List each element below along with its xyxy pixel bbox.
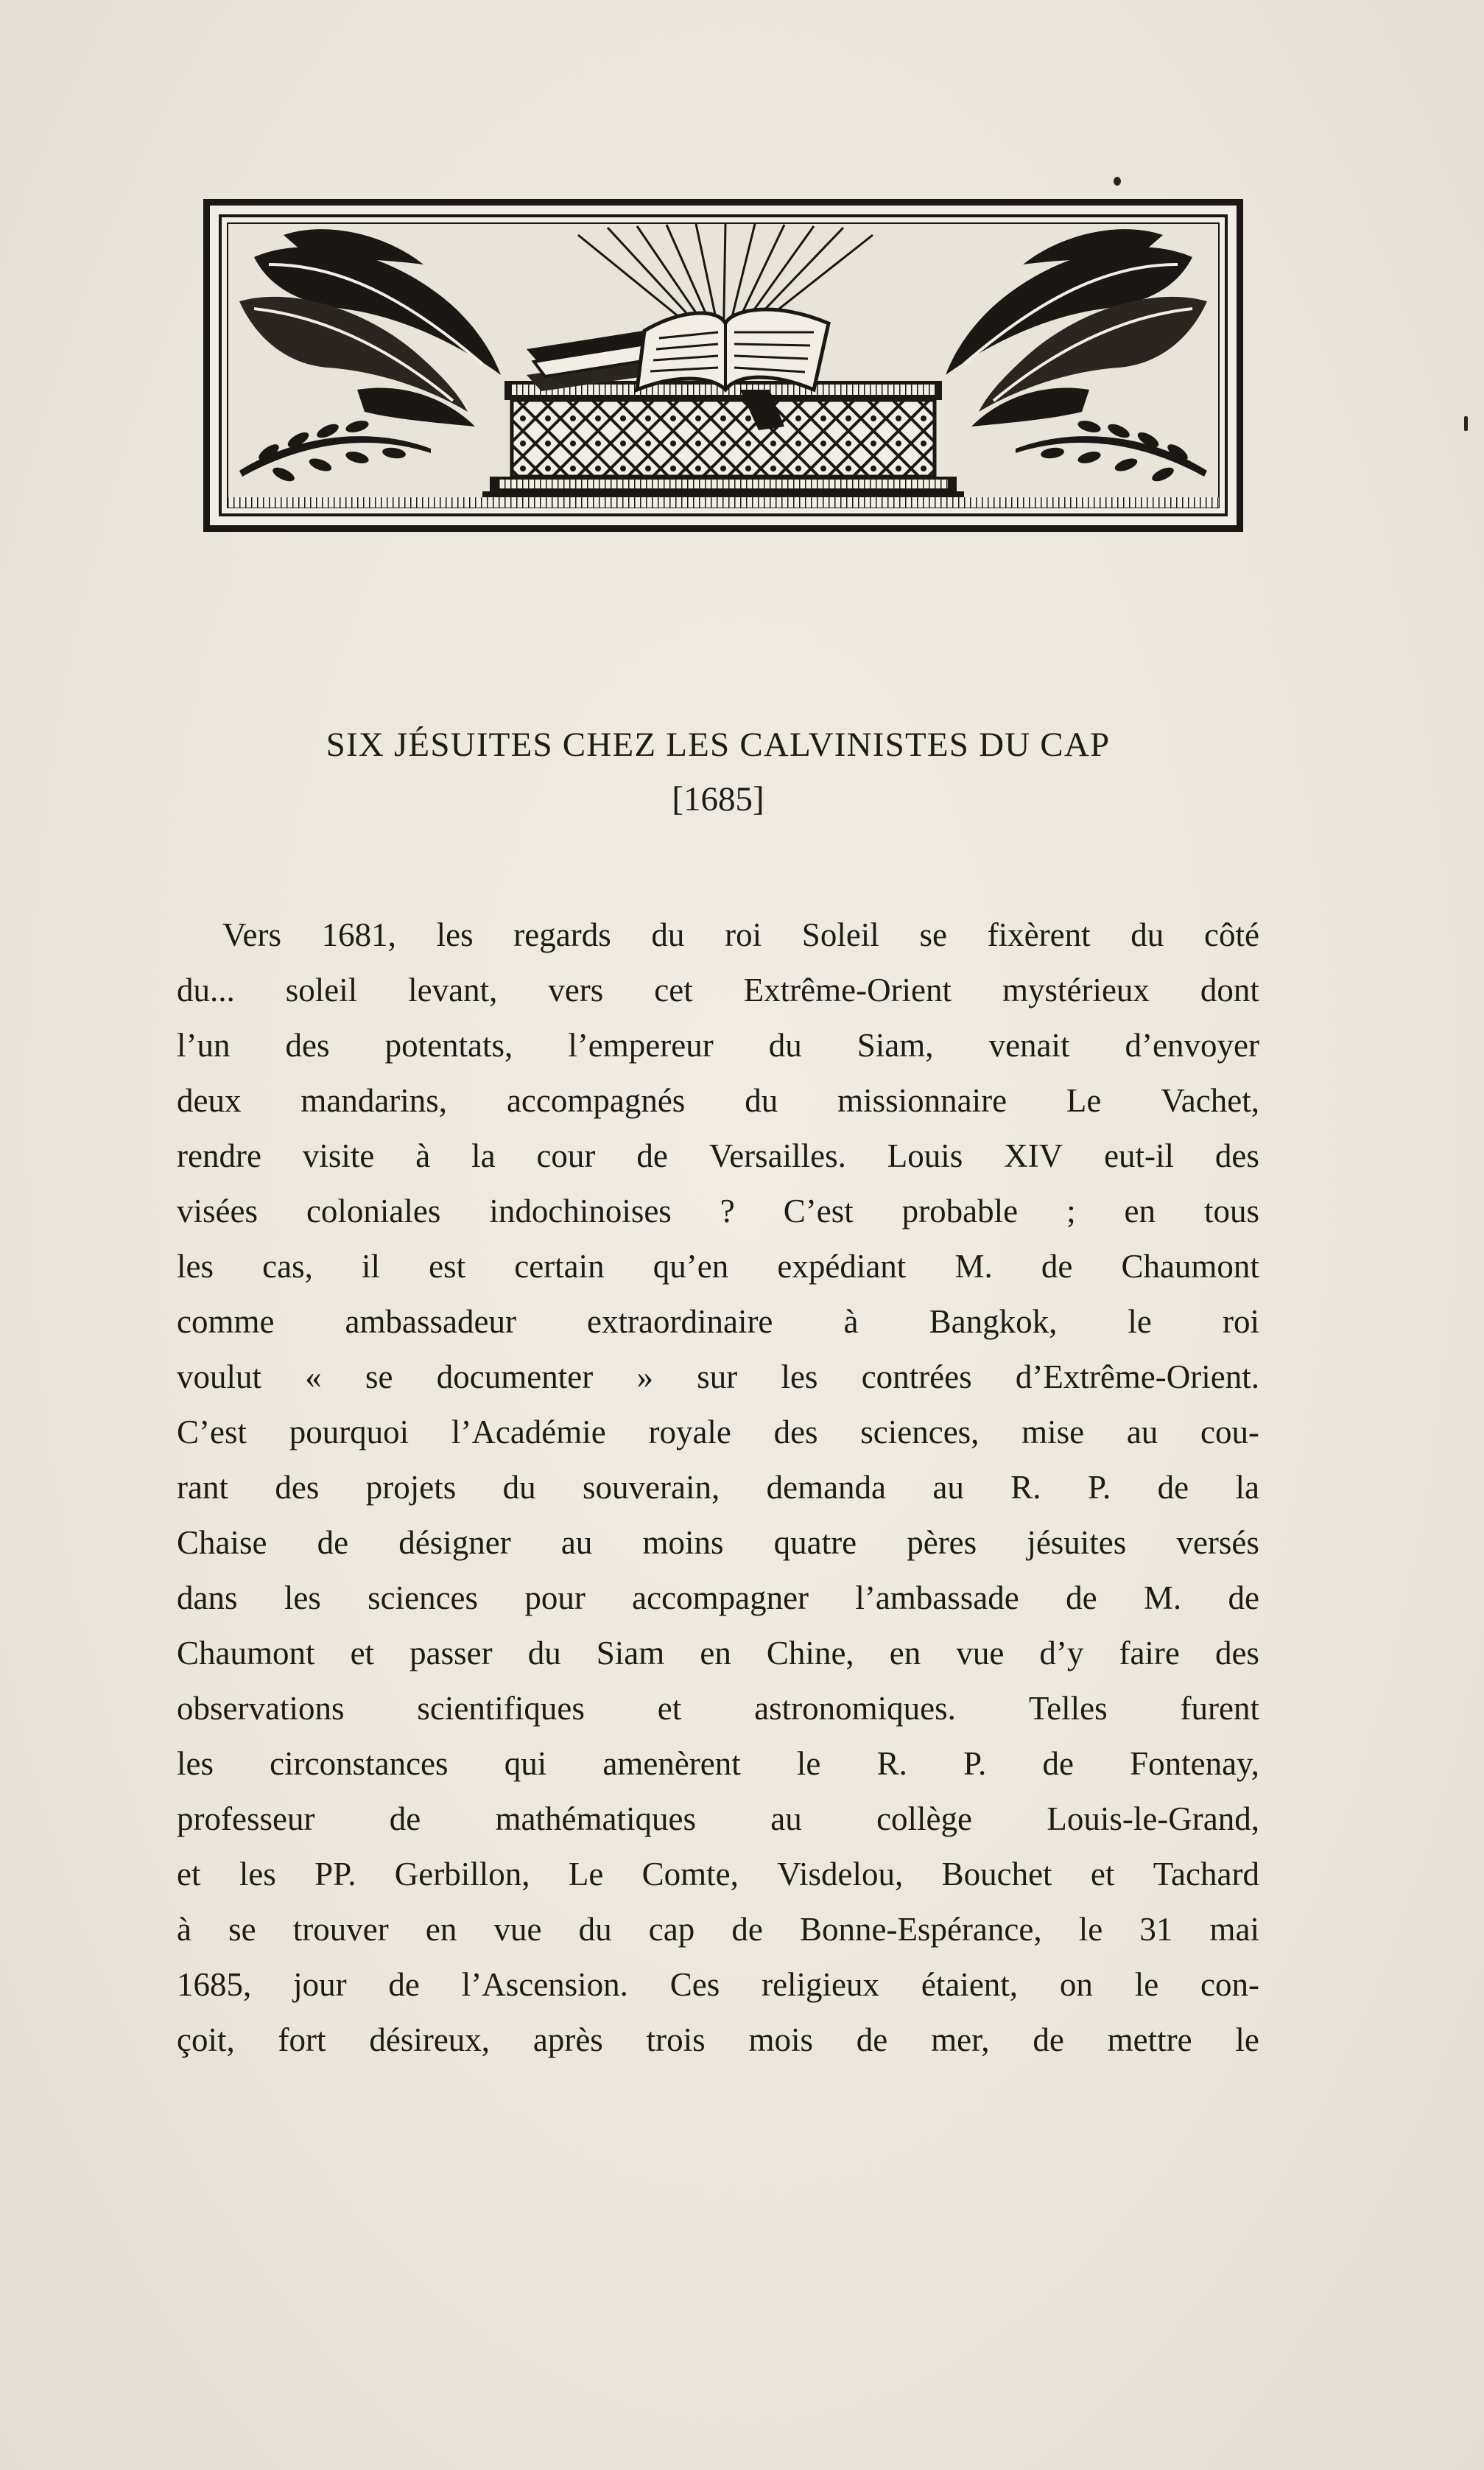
word: il: [361, 1248, 380, 1285]
word: R.: [876, 1745, 907, 1782]
word: accompagnés: [506, 1082, 686, 1119]
word: de: [1041, 1248, 1073, 1285]
word: désigner: [398, 1524, 511, 1561]
word: Extrême-Orient: [743, 972, 952, 1008]
word: deux: [177, 1082, 242, 1119]
word: les: [177, 1248, 214, 1285]
word: C’est: [783, 1193, 854, 1229]
word: des: [275, 1469, 320, 1506]
word: 1685,: [177, 1966, 252, 2003]
word: l’ambassade: [855, 1579, 1019, 1616]
word: le: [1134, 1966, 1159, 2003]
word: M.: [1143, 1579, 1182, 1616]
word: de: [389, 1800, 421, 1837]
paragraph-line: [177, 1902, 1259, 1957]
paragraph-line: [177, 1350, 1259, 1405]
word: se: [365, 1358, 393, 1395]
word: et: [350, 1635, 375, 1671]
word: Fontenay,: [1130, 1745, 1259, 1782]
paragraph-line: [177, 1681, 1259, 1736]
word: trois: [646, 2021, 706, 2058]
word: trouver: [292, 1911, 389, 1948]
word: rendre: [177, 1137, 261, 1174]
word: furent: [1180, 1690, 1259, 1727]
word: amenèrent: [602, 1745, 741, 1782]
word: probable: [901, 1193, 1019, 1229]
word: côté: [1203, 916, 1259, 953]
word: qu’en: [653, 1248, 729, 1285]
word: passer: [409, 1635, 493, 1671]
word: contrées: [861, 1358, 972, 1395]
word: circonstances: [270, 1745, 449, 1782]
word: XIV: [1004, 1137, 1063, 1174]
word: en: [425, 1911, 457, 1948]
word: »: [636, 1358, 653, 1395]
word: eut-il: [1104, 1137, 1175, 1174]
word: projets: [365, 1469, 457, 1506]
word: le: [796, 1745, 821, 1782]
word: qui: [504, 1745, 547, 1782]
word: roi: [725, 916, 762, 953]
word: expédiant: [777, 1248, 907, 1285]
word: Le: [1066, 1082, 1102, 1119]
word: les: [284, 1579, 321, 1616]
word: scientifiques: [417, 1690, 585, 1727]
word: de: [856, 2021, 888, 2058]
word: comme: [177, 1303, 275, 1340]
word: Comte,: [641, 1856, 739, 1892]
word: sur: [697, 1358, 738, 1395]
word: astronomiques.: [754, 1690, 956, 1727]
word: 31: [1139, 1911, 1173, 1948]
word: visite: [302, 1137, 375, 1174]
word: venait: [988, 1027, 1070, 1064]
word: les: [177, 1745, 214, 1782]
word: à: [415, 1137, 431, 1174]
paragraph-line: [177, 1957, 1259, 2013]
word: de: [1157, 1469, 1189, 1506]
word: du: [1130, 916, 1164, 953]
paragraph-line: [177, 1129, 1259, 1184]
word: au: [1126, 1414, 1158, 1450]
word: Telles: [1028, 1690, 1108, 1727]
word: M.: [954, 1248, 993, 1285]
word: de: [1228, 1579, 1259, 1616]
word: de: [1033, 2021, 1064, 2058]
word: Vers: [222, 916, 281, 953]
word: l’un: [177, 1027, 231, 1064]
word: pères: [907, 1524, 977, 1561]
word: cour: [536, 1137, 596, 1174]
word: la: [471, 1137, 496, 1174]
word: mer,: [931, 2021, 990, 2058]
word: l’empereur: [568, 1027, 714, 1064]
word: mathématiques: [495, 1800, 696, 1837]
word: sciences: [368, 1579, 479, 1616]
ink-speck: [1464, 416, 1468, 431]
paragraph-line: [177, 1073, 1259, 1129]
word: l’Ascension.: [461, 1966, 628, 2003]
paragraph-line: [177, 1294, 1259, 1350]
word: d’envoyer: [1125, 1027, 1259, 1064]
word: vue: [493, 1911, 542, 1948]
word: Soleil: [801, 916, 879, 953]
word: R.: [1010, 1469, 1041, 1506]
word: se: [919, 916, 947, 953]
word: du: [527, 1635, 561, 1671]
word: Bangkok,: [929, 1303, 1058, 1340]
word: observations: [177, 1690, 345, 1727]
word: les: [781, 1358, 818, 1395]
word: mai: [1209, 1911, 1259, 1948]
word: et: [657, 1690, 682, 1727]
word: du: [651, 916, 685, 953]
paragraph-line: [177, 908, 1259, 963]
word: coloniales: [306, 1193, 441, 1229]
word: de: [317, 1524, 349, 1561]
word: dont: [1200, 972, 1259, 1008]
word: mystérieux: [1002, 972, 1150, 1008]
word: soleil: [285, 972, 358, 1008]
word: les: [436, 916, 474, 953]
word: étaient,: [921, 1966, 1019, 2003]
word: en: [889, 1635, 921, 1671]
word: à: [843, 1303, 859, 1340]
word: en: [700, 1635, 731, 1671]
chapter-title: SIX JÉSUITES CHEZ LES CALVINISTES DU CAP: [326, 726, 1111, 764]
word: cap: [648, 1911, 695, 1948]
paragraph-line: [177, 1405, 1259, 1460]
word: religieux: [762, 1966, 880, 2003]
word: de: [1042, 1745, 1074, 1782]
word: 1681,: [321, 916, 396, 953]
word: demanda: [766, 1469, 887, 1506]
word: roi: [1223, 1303, 1259, 1340]
word: Chaumont: [177, 1635, 315, 1671]
word: quatre: [773, 1524, 857, 1561]
word: jour: [293, 1966, 347, 2003]
word: le: [1078, 1911, 1103, 1948]
word: sciences,: [860, 1414, 980, 1450]
word: d’Extrême-Orient.: [1015, 1358, 1259, 1395]
word: on: [1059, 1966, 1093, 2003]
word: professeur: [177, 1800, 315, 1837]
word: mois: [748, 2021, 813, 2058]
word: des: [1214, 1635, 1259, 1671]
paragraph-line: [177, 1736, 1259, 1792]
word: du: [745, 1082, 778, 1119]
word: au: [560, 1524, 593, 1561]
word: cet: [654, 972, 693, 1008]
word: accompagner: [632, 1579, 809, 1616]
word: collège: [876, 1800, 973, 1837]
word: PP.: [314, 1856, 356, 1892]
word: des: [285, 1027, 330, 1064]
paragraph-line: [177, 963, 1259, 1018]
word: du...: [177, 972, 235, 1008]
word: potentats,: [384, 1027, 513, 1064]
word: rant: [177, 1469, 228, 1506]
word: au: [932, 1469, 964, 1506]
word: royale: [648, 1414, 731, 1450]
paragraph-line: [177, 1515, 1259, 1571]
word: d’y: [1039, 1635, 1084, 1671]
word: la: [1235, 1469, 1259, 1506]
word: le: [1235, 2021, 1259, 2058]
word: des: [773, 1414, 818, 1450]
word: Chine,: [766, 1635, 854, 1671]
word: souverain,: [583, 1469, 720, 1506]
word: Versailles.: [708, 1137, 846, 1174]
word: fort: [278, 2021, 326, 2058]
word: missionnaire: [837, 1082, 1007, 1119]
word: Visdelou,: [777, 1856, 904, 1892]
word: Tachard: [1153, 1856, 1259, 1892]
word: Le: [568, 1856, 604, 1892]
ink-speck: [1114, 177, 1121, 186]
word: ;: [1066, 1193, 1076, 1229]
body-paragraph: [177, 908, 1259, 2068]
word: versés: [1176, 1524, 1259, 1561]
chapter-date: [1685]: [672, 780, 764, 818]
word: mise: [1021, 1414, 1085, 1450]
word: ambassadeur: [345, 1303, 516, 1340]
word: de: [731, 1911, 763, 1948]
paragraph-line: [177, 2013, 1259, 2068]
word: Bouchet: [941, 1856, 1052, 1892]
word: levant,: [408, 972, 498, 1008]
word: du: [768, 1027, 802, 1064]
word: fixèrent: [987, 916, 1091, 953]
word: l’Académie: [451, 1414, 606, 1450]
word: vue: [956, 1635, 1005, 1671]
word: après: [532, 2021, 603, 2058]
word: C’est: [177, 1414, 247, 1450]
paragraph-line: [177, 1792, 1259, 1847]
word: P.: [1087, 1469, 1111, 1506]
paragraph-line: [177, 1018, 1259, 1073]
word: Louis: [887, 1137, 963, 1174]
word: çoit,: [177, 2021, 235, 2058]
word: extraordinaire: [587, 1303, 773, 1340]
paragraph-line: [177, 1239, 1259, 1294]
word: visées: [177, 1193, 258, 1229]
word: du: [578, 1911, 612, 1948]
word: au: [770, 1800, 802, 1837]
paragraph-line: [177, 1184, 1259, 1239]
word: du: [502, 1469, 536, 1506]
word: vers: [548, 972, 604, 1008]
paragraph-line: [177, 1460, 1259, 1515]
word: Siam: [596, 1635, 665, 1671]
word: cou-: [1200, 1414, 1259, 1450]
word: et: [177, 1856, 201, 1892]
word: le: [1128, 1303, 1152, 1340]
word: jésuites: [1027, 1524, 1127, 1561]
word: les: [239, 1856, 276, 1892]
word: Vachet,: [1161, 1082, 1259, 1119]
word: de: [388, 1966, 420, 2003]
word: moins: [642, 1524, 724, 1561]
word: documenter: [436, 1358, 594, 1395]
word: désireux,: [369, 2021, 490, 2058]
headpiece-ornament: [203, 199, 1243, 532]
open-book-headpiece-ornament-icon: [210, 206, 1237, 525]
word: Gerbillon,: [394, 1856, 530, 1892]
word: Ces: [669, 1966, 720, 2003]
word: indochinoises: [489, 1193, 672, 1229]
paragraph-line: [177, 1626, 1259, 1681]
word: Chaumont: [1121, 1248, 1259, 1285]
word: con-: [1200, 1966, 1259, 2003]
word: «: [305, 1358, 322, 1395]
word: et: [1090, 1856, 1115, 1892]
paragraph-line: [177, 1847, 1259, 1902]
word: en: [1124, 1193, 1156, 1229]
word: P.: [963, 1745, 987, 1782]
word: de: [636, 1137, 668, 1174]
word: des: [1214, 1137, 1259, 1174]
word: se: [228, 1911, 256, 1948]
word: à: [177, 1911, 191, 1948]
word: ?: [720, 1193, 735, 1229]
word: mandarins,: [300, 1082, 448, 1119]
word: tous: [1203, 1193, 1259, 1229]
word: Louis-le-Grand,: [1047, 1800, 1259, 1837]
word: dans: [177, 1579, 238, 1616]
word: Siam,: [857, 1027, 934, 1064]
word: pourquoi: [289, 1414, 409, 1450]
word: pour: [524, 1579, 585, 1616]
word: cas,: [262, 1248, 313, 1285]
word: mettre: [1107, 2021, 1192, 2058]
word: faire: [1119, 1635, 1180, 1671]
paragraph-line: [177, 1571, 1259, 1626]
word: regards: [513, 916, 611, 953]
word: est: [429, 1248, 466, 1285]
word: voulut: [177, 1358, 262, 1395]
word: de: [1066, 1579, 1097, 1616]
word: Chaise: [177, 1524, 267, 1561]
word: certain: [514, 1248, 605, 1285]
word: Bonne-Espérance,: [799, 1911, 1042, 1948]
